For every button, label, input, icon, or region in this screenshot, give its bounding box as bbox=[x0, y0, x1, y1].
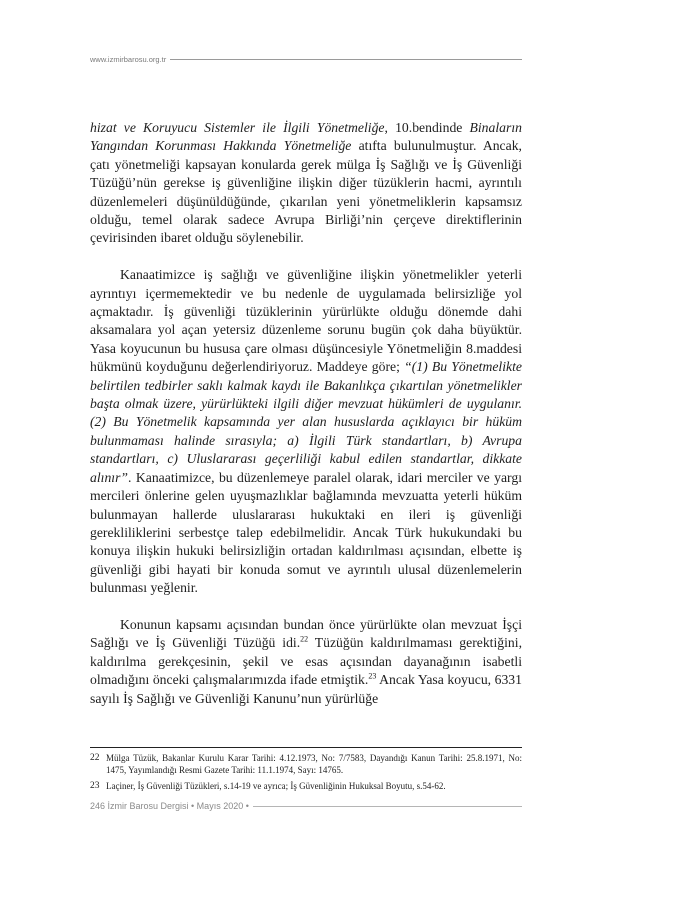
paragraph-1-italic-1: hizat ve Koruyucu Sistemler ile İlgili Yönetmeliğe bbox=[90, 120, 385, 135]
footer-rule bbox=[253, 806, 522, 807]
header-website-url: www.izmirbarosu.org.tr bbox=[90, 55, 167, 64]
footnote-number: 22 bbox=[90, 753, 100, 763]
paragraph-1-text-2: atıfta bulunulmuştur. Ancak, çatı yönetmeliği kapsayan konularda gerek mülga İş Sağlığı ve İş Güvenliği Tüzüğü’nün gerekse iş güvenliğine ilişkin diğer tüzüklerin hacmi, ayrıntılı düzenlemeleri düşünüldüğünde, çıkarılan yeni yönetmeliklerin kapsamsız olduğu, temel olarak sadece Avrupa Birliği’nin çerçeve direktiflerinin çevirisinden ibaret olduğu söylenebilir. bbox=[90, 138, 522, 246]
footer-page-label: 246 İzmir Barosu Dergisi • Mayıs 2020 • bbox=[90, 801, 249, 811]
header-rule bbox=[170, 59, 522, 60]
footnote-separator bbox=[90, 747, 522, 748]
paragraph-1-text-1: , 10.bendinde bbox=[384, 120, 470, 135]
paragraph-2-quote: “(1) Bu Yönetmelikte belirtilen tedbirler saklı kalmak kaydı ile Bakanlıkça çıkartılan yönetmelikler başta olmak üzere, yürürlükteki ilgili diğer mevzuat hükümleri de uygulanır. (2) Bu Yönetmelik kapsamında yer alan hususlarda açıklayıcı bir hüküm bulunmaması halinde sırasıyla; a) İlgili Türk standartları, b) Avrupa standartları, c) Uluslararası geçerliliği kabul edilen standartlar, dikkate alınır” bbox=[90, 359, 522, 485]
paragraph-2-text-1: Kanaatimizce iş sağlığı ve güvenliğine ilişkin yönetmelikler yeterli ayrıntıyı içermemektedir ve bu nedenle de uygulamada belirsizliğe yol açmaktadır. İş güvenliği tüzüklerinin yürürlükte olduğu dönemde dahi aksamalara yol açan yetersiz düzenleme sorunu bugün çok daha büyüktür. Yasa koyucunun bu hususa çare olması düşüncesiyle Yönetmeliğin 8.maddesi hükmünü koyduğunu değerlendiriyoruz. Maddeye göre; bbox=[90, 267, 522, 375]
footnote-text: Laçiner, İş Güvenliği Tüzükleri, s.14-19 ve ayrıca; İş Güvenliğinin Hukuksal Boyutu, s.54-62. bbox=[106, 781, 446, 791]
footnote-number: 23 bbox=[90, 781, 100, 791]
footnote-ref-23: 23 bbox=[368, 671, 377, 681]
footnote-text: Mülga Tüzük, Bakanlar Kurulu Karar Tarihi: 4.12.1973, No: 7/7583, Dayandığı Kanun Tarihi: 25.8.1971, No: 1475, Yayımlandığı Resmi Gazete Tarihi: 11.1.1974, Sayı: 14765. bbox=[106, 753, 522, 775]
paragraph-1-italic-2: Binaların Yangından Korunması Hakkında Yönetmeliğe bbox=[90, 120, 522, 154]
paragraph-3-text-3: Ancak Yasa koyucu, 6331 sayılı İş Sağlığı ve Güvenliği Kanunu’nun yürürlüğe bbox=[90, 672, 522, 706]
footnote-item bbox=[90, 780, 522, 792]
running-header bbox=[90, 55, 522, 64]
paragraph-3-text-1: Konunun kapsamı açısından bundan önce yürürlükte olan mevzuat İşçi Sağlığı ve İş Güvenliği Tüzüğü idi. bbox=[90, 616, 522, 651]
main-text bbox=[90, 119, 522, 708]
paragraph-3 bbox=[90, 616, 522, 708]
paragraph-2 bbox=[90, 266, 522, 597]
paragraph-1 bbox=[90, 119, 522, 248]
paragraph-3-text-2: Tüzüğün kaldırılmaması gerektiğini, kaldırılma gerekçesinin, şekil ve esas açısından dayanağının isabetli olmadığını önceki çalışmalarımızda ifade etmiştik. bbox=[90, 635, 522, 688]
footnotes bbox=[90, 752, 522, 796]
footnote-ref-22: 22 bbox=[300, 634, 309, 644]
footnote-item bbox=[90, 752, 522, 776]
running-footer bbox=[90, 801, 522, 811]
paragraph-2-text-2: . Kanaatimizce, bu düzenlemeye paralel olarak, idari merciler ve yargı mercileri önlerine gelen uyuşmazlıklar bağlamında mevzuatta yeterli hüküm bulunmayan hallerde uluslararası hukuktaki en ileri iş güvenliği gerekliliklerini serbestçe talep edebilmelidir. Ancak Türk hukukundaki bu konuya ilişkin hukuki belirsizliğin ortadan kaldırılması açısından, elbette iş güvenliği gibi hayati bir konuda somut ve ayrıntılı ulusal düzenlemelerin bulunması yeğlenir. bbox=[90, 469, 522, 596]
